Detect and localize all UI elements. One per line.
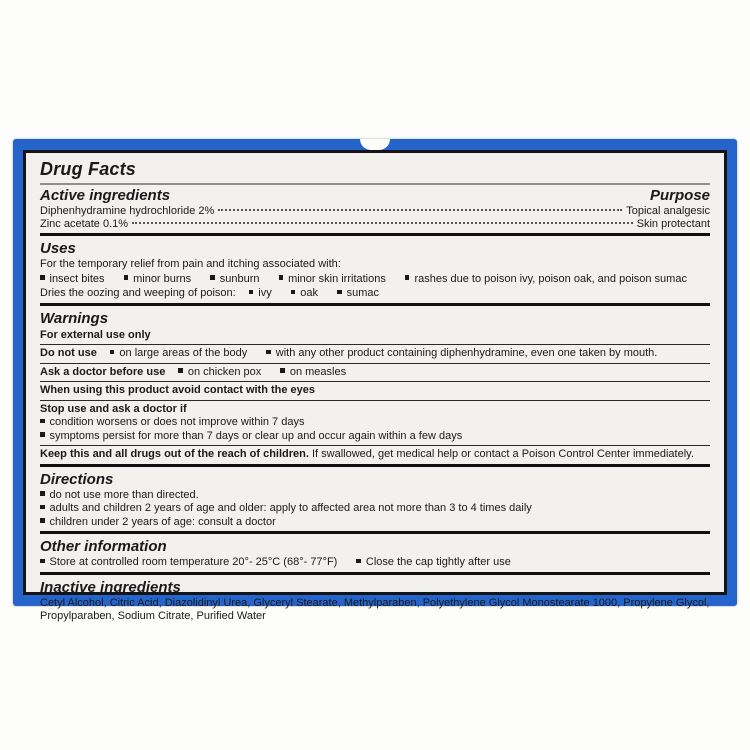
list-item-text: children under 2 years of age: consult a doctor <box>49 515 276 528</box>
list-item-text: Close the cap tightly after use <box>365 556 511 568</box>
ingredient-name: Diphenhydramine hydrochloride 2% <box>40 205 215 217</box>
list-item <box>40 516 710 530</box>
keep-out-rest: If swallowed, get medical help or contact a Poison Control Center immediately. <box>311 448 694 460</box>
list-item <box>280 366 346 378</box>
list-item-text: Store at controlled room temperature 20°- 25°C (68°- 77°F) <box>49 556 338 568</box>
list-item <box>291 287 318 299</box>
bullet-square-icon <box>40 505 45 510</box>
bullet-square-icon <box>266 350 271 355</box>
list-item <box>124 273 192 285</box>
uses-bullet-list <box>40 273 710 287</box>
bullet-square-icon <box>279 275 284 280</box>
ingredient-name: Zinc acetate 0.1% <box>40 218 129 230</box>
active-ingredients-heading: Active ingredients <box>40 187 171 204</box>
keep-out-line <box>40 448 710 462</box>
keep-out-lead: Keep this and all drugs out of the reach of children. <box>40 448 309 460</box>
inactive-ingredients-text: Cetyl Alcohol, Citric Acid, Diazolidinyl Urea, Glyceryl Stearate, Methylparaben, Polyethylene Glycol Monostearate 1000, Propylene Glycol, Propylparaben, Sodium Citrate, Purified Water <box>40 596 710 622</box>
list-item <box>40 502 710 516</box>
bullet-square-icon <box>40 432 45 437</box>
list-item-text: with any other product containing diphenhydramine, even one taken by mouth. <box>275 347 658 359</box>
bullet-square-icon <box>291 290 296 295</box>
list-item-text: oak <box>300 287 319 299</box>
list-item <box>40 556 337 568</box>
list-item-text: rashes due to poison ivy, poison oak, and poison sumac <box>414 272 687 285</box>
bullet-square-icon <box>40 559 45 564</box>
list-item <box>279 273 386 285</box>
section-rule <box>40 464 710 467</box>
section-active-ingredients <box>40 185 710 231</box>
uses-heading: Uses <box>40 240 76 257</box>
section-warnings <box>40 308 710 462</box>
sub-rule <box>40 363 710 364</box>
bullet-square-icon <box>40 518 45 523</box>
when-using-line: When using this product avoid contact with the eyes <box>40 384 316 396</box>
ingredient-purpose: Topical analgesic <box>626 205 710 217</box>
do-not-use-line <box>40 347 710 361</box>
list-item-text: condition worsens or does not improve within 7 days <box>49 416 305 428</box>
bullet-square-icon <box>405 275 410 280</box>
section-rule <box>40 303 710 306</box>
directions-heading: Directions <box>40 470 114 488</box>
drug-facts-panel <box>13 139 737 622</box>
dries-intro: Dries the oozing and weeping of poison: <box>40 287 236 299</box>
sub-rule <box>40 400 710 401</box>
stop-use-lead: Stop use and ask a doctor if <box>40 402 187 415</box>
bullet-square-icon <box>40 275 45 280</box>
bullet-square-icon <box>280 368 285 373</box>
ingredient-row <box>40 218 710 231</box>
list-item <box>178 366 261 378</box>
purpose-heading: Purpose <box>649 187 710 204</box>
drug-facts-inner-panel <box>23 150 727 622</box>
drug-facts-title: Drug Facts <box>40 159 137 179</box>
bullet-square-icon <box>337 290 342 295</box>
bullet-square-icon <box>210 275 215 280</box>
section-directions <box>40 469 710 530</box>
list-item <box>249 287 272 299</box>
dotted-leader <box>132 222 633 224</box>
list-item-text: minor burns <box>133 272 192 285</box>
section-inactive-ingredients <box>40 577 710 624</box>
list-item <box>40 416 710 430</box>
list-item <box>40 273 105 285</box>
do-not-use-lead: Do not use <box>40 347 97 359</box>
list-item <box>266 347 657 359</box>
list-item-text: minor skin irritations <box>288 272 386 285</box>
list-item-text: insect bites <box>49 272 105 285</box>
sub-rule <box>40 445 710 446</box>
list-item <box>40 430 710 444</box>
bullet-square-icon <box>356 559 361 564</box>
list-item-text: sunburn <box>219 272 260 285</box>
external-use-line: For external use only <box>40 328 151 341</box>
other-information-line <box>40 556 710 570</box>
sub-rule <box>40 381 710 382</box>
warnings-heading: Warnings <box>40 309 109 327</box>
list-item <box>337 287 379 299</box>
bullet-square-icon <box>124 275 129 280</box>
section-rule <box>40 531 710 534</box>
bullet-square-icon <box>110 350 115 355</box>
bullet-square-icon <box>249 290 254 295</box>
list-item-text: ivy <box>258 287 272 299</box>
sub-rule <box>40 344 710 345</box>
ingredient-purpose: Skin protectant <box>636 218 710 230</box>
uses-intro: For the temporary relief from pain and itching associated with: <box>40 258 341 270</box>
section-rule <box>40 572 710 575</box>
package-notch <box>360 139 390 150</box>
list-item <box>405 273 687 285</box>
other-information-heading: Other information <box>40 538 167 555</box>
list-item-text: on chicken pox <box>187 365 262 378</box>
list-item <box>356 556 510 568</box>
list-item-text: on measles <box>289 365 347 378</box>
bullet-square-icon <box>40 491 45 496</box>
list-item-text: on large areas of the body <box>119 347 248 359</box>
bullet-square-icon <box>178 368 183 373</box>
dotted-leader <box>218 209 622 211</box>
ask-doctor-line <box>40 366 710 380</box>
list-item-text: sumac <box>346 287 379 299</box>
uses-dries-line <box>40 287 710 301</box>
ingredient-row <box>40 205 710 218</box>
list-item-text: do not use more than directed. <box>49 488 199 501</box>
list-item-text: symptoms persist for more than 7 days or clear up and occur again within a few days <box>49 429 463 442</box>
bullet-square-icon <box>40 419 45 424</box>
section-other-information <box>40 536 710 570</box>
list-item <box>110 347 247 359</box>
section-rule <box>40 233 710 236</box>
list-item-text: adults and children 2 years of age and older: apply to affected area not more than 3 to 4 times daily <box>49 502 532 514</box>
list-item <box>40 489 710 503</box>
section-uses <box>40 238 710 301</box>
inactive-ingredients-heading: Inactive ingredients <box>40 578 181 596</box>
list-item <box>210 273 259 285</box>
ask-doctor-lead: Ask a doctor before use <box>40 365 166 378</box>
